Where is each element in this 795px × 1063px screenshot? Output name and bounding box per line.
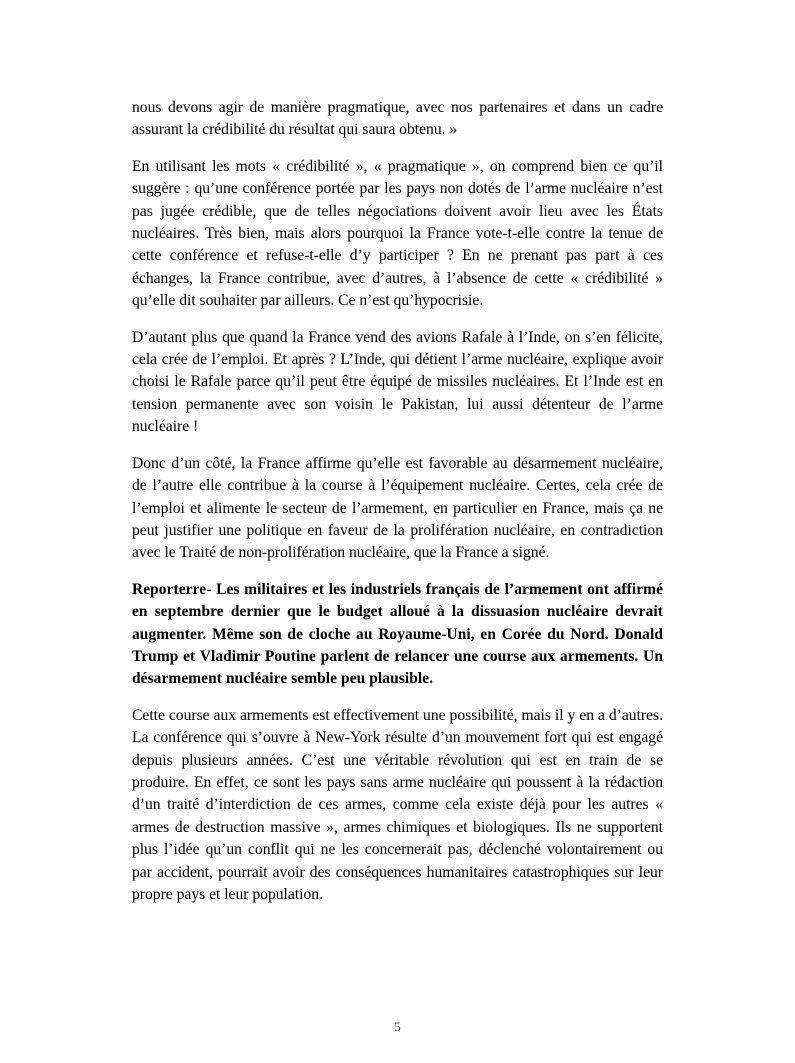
paragraph-rafale-india: D’autant plus que quand la France vend des avions Rafale à l’Inde, on s’en félicite, cela crée de l’emploi. Et après ? L’Inde, qui détient l’arme nucléaire, explique avoir choisi le Rafale parce qu’il peut être équipé de missiles nucléaires. Et l’Inde est en tension permanente avec son voisin le Pakistan, lui aussi détenteur de l’arme nucléaire ! [132, 328, 663, 436]
document-page [132, 97, 663, 906]
paragraph-arms-race: Cette course aux armements est effectivement une possibilité, mais il y en a d’autres. La conférence qui s’ouvre à New-York résulte d’un mouvement fort qui est engagé depuis plusieurs années. C’est une véritable révolution qui est en train de se produire. En effet, ce sont les pays sans arme nucléaire qui poussent à la rédaction d’un traité d’interdiction de ces armes, comme cela existe déjà pour les autres « armes de destruction massive », armes chimiques et biologiques. Ils ne supportent plus l’idée qu’un conflit qui ne les concernerait pas, déclenché volontairement ou par accident, pourrait avoir des conséquences humanitaires catastrophiques sur leur propre pays et leur population. [132, 706, 663, 903]
paragraph-contradiction: Donc d’un côté, la France affirme qu’elle est favorable au désarmement nucléaire, de l’autre elle contribue à la course à l’équipement nucléaire. Certes, cela crée de l’emploi et alimente le secteur de l’armement, en particulier en France, mais ça ne peut justifier une politique en faveur de la prolifération nucléaire, en contradiction avec le Traité de non-prolifération nucléaire, que la France a signé. [132, 454, 663, 562]
page-number: 5 [394, 1019, 401, 1034]
paragraph-credibility: En utilisant les mots « crédibilité », « pragmatique », on comprend bien ce qu’il suggère : qu’une conférence portée par les pays non dotés de l’arme nucléaire n’est pas jugée crédible, que de telles négociations doivent avoir lieu avec les États nucléaires. Très bien, mais alors pourquoi la France vote-t-elle contre la tenue de cette conférence et refuse-t-elle d’y participer ? En ne prenant pas part à ces échanges, la France contribue, avec d’autres, à l’absence de cette « crédibilité » qu’elle dit souhaiter par ailleurs. Ce n’est qu’hypocrisie. [132, 157, 663, 310]
interview-question: Reporterre- Les militaires et les industriels français de l’armement ont affirmé en septembre dernier que le budget alloué à la dissuasion nucléaire devrait augmenter. Même son de cloche au Royaume-Uni, en Corée du Nord. Donald Trump et Vladimir Poutine parlent de relancer une course aux armements. Un désarmement nucléaire semble peu plausible. [132, 580, 663, 688]
paragraph-quote-end: nous devons agir de manière pragmatique, avec nos partenaires et dans un cadre assurant la crédibilité du résultat qui saura obtenu. » [132, 99, 663, 139]
